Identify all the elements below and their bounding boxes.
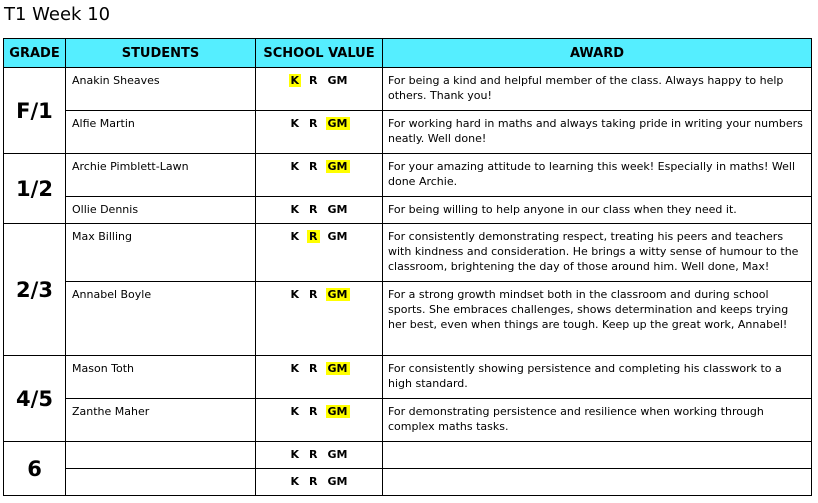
header-award: AWARD xyxy=(383,39,812,68)
table-row xyxy=(4,197,812,224)
value-gm: GM xyxy=(327,475,348,488)
award-text: For your amazing attitude to learning this week! Especially in maths! Well done Archie. xyxy=(383,154,812,197)
value-r: R xyxy=(309,405,318,418)
value-r: R xyxy=(309,230,318,243)
table-row xyxy=(4,399,812,442)
value-k: K xyxy=(290,230,300,243)
student-name: Max Billing xyxy=(66,224,256,282)
grade-cell: 4/5 xyxy=(4,356,66,442)
value-gm: GM xyxy=(327,117,348,130)
awards-table xyxy=(3,38,812,496)
award-text xyxy=(383,442,812,469)
grade-cell: 2/3 xyxy=(4,224,66,356)
table-row xyxy=(4,154,812,197)
value-gm: GM xyxy=(327,160,348,173)
student-name: Alfie Martin xyxy=(66,111,256,154)
table-row xyxy=(4,224,812,282)
grade-cell: 1/2 xyxy=(4,154,66,224)
school-value-cell xyxy=(256,224,383,282)
award-text: For consistently showing persistence and completing his classwork to a high standard. xyxy=(383,356,812,399)
value-r: R xyxy=(309,203,318,216)
header-school-value: SCHOOL VALUE xyxy=(256,39,383,68)
school-value-cell xyxy=(256,111,383,154)
value-k: K xyxy=(290,475,300,488)
value-r: R xyxy=(309,117,318,130)
header-grade: GRADE xyxy=(4,39,66,68)
value-r: R xyxy=(309,74,318,87)
school-value-cell xyxy=(256,68,383,111)
student-name: Anakin Sheaves xyxy=(66,68,256,111)
value-gm: GM xyxy=(327,74,348,87)
value-k: K xyxy=(290,405,300,418)
school-value-cell xyxy=(256,399,383,442)
student-name: Zanthe Maher xyxy=(66,399,256,442)
value-gm: GM xyxy=(327,288,348,301)
value-k: K xyxy=(290,160,300,173)
student-name: Annabel Boyle xyxy=(66,282,256,356)
page-title: T1 Week 10 xyxy=(4,4,111,25)
value-gm: GM xyxy=(327,448,348,461)
value-gm: GM xyxy=(327,203,348,216)
school-value-cell xyxy=(256,442,383,469)
school-value-cell xyxy=(256,469,383,496)
table-row xyxy=(4,469,812,496)
value-r: R xyxy=(309,288,318,301)
award-text xyxy=(383,469,812,496)
value-r: R xyxy=(309,475,318,488)
school-value-cell xyxy=(256,356,383,399)
grade-cell: 6 xyxy=(4,442,66,496)
table-row xyxy=(4,68,812,111)
award-text: For demonstrating persistence and resilience when working through complex maths tasks. xyxy=(383,399,812,442)
table-row xyxy=(4,111,812,154)
value-k: K xyxy=(290,288,300,301)
award-text: For being willing to help anyone in our class when they need it. xyxy=(383,197,812,224)
student-name xyxy=(66,469,256,496)
student-name: Mason Toth xyxy=(66,356,256,399)
value-k: K xyxy=(290,203,300,216)
value-gm: GM xyxy=(327,362,348,375)
header-students: STUDENTS xyxy=(66,39,256,68)
student-name xyxy=(66,442,256,469)
table-row xyxy=(4,282,812,356)
award-text: For consistently demonstrating respect, treating his peers and teachers with kindness and consideration. He brings a witty sense of humour to the classroom, brightening the day of those around him. Well done, Max! xyxy=(383,224,812,282)
school-value-cell xyxy=(256,197,383,224)
value-gm: GM xyxy=(327,405,348,418)
table-row xyxy=(4,442,812,469)
school-value-cell xyxy=(256,154,383,197)
award-text: For working hard in maths and always taking pride in writing your numbers neatly. Well done! xyxy=(383,111,812,154)
value-k: K xyxy=(290,74,300,87)
value-k: K xyxy=(290,448,300,461)
award-text: For a strong growth mindset both in the classroom and during school sports. She embraces challenges, shows determination and keeps trying her best, even when things are tough. Keep up the great work, Annabel! xyxy=(383,282,812,356)
value-r: R xyxy=(309,448,318,461)
grade-cell: F/1 xyxy=(4,68,66,154)
value-r: R xyxy=(309,362,318,375)
value-k: K xyxy=(290,117,300,130)
award-text: For being a kind and helpful member of the class. Always happy to help others. Thank you! xyxy=(383,68,812,111)
table-row xyxy=(4,356,812,399)
student-name: Archie Pimblett-Lawn xyxy=(66,154,256,197)
value-k: K xyxy=(290,362,300,375)
value-r: R xyxy=(309,160,318,173)
student-name: Ollie Dennis xyxy=(66,197,256,224)
awards-body xyxy=(4,68,812,496)
value-gm: GM xyxy=(327,230,348,243)
school-value-cell xyxy=(256,282,383,356)
header-row xyxy=(4,39,812,68)
